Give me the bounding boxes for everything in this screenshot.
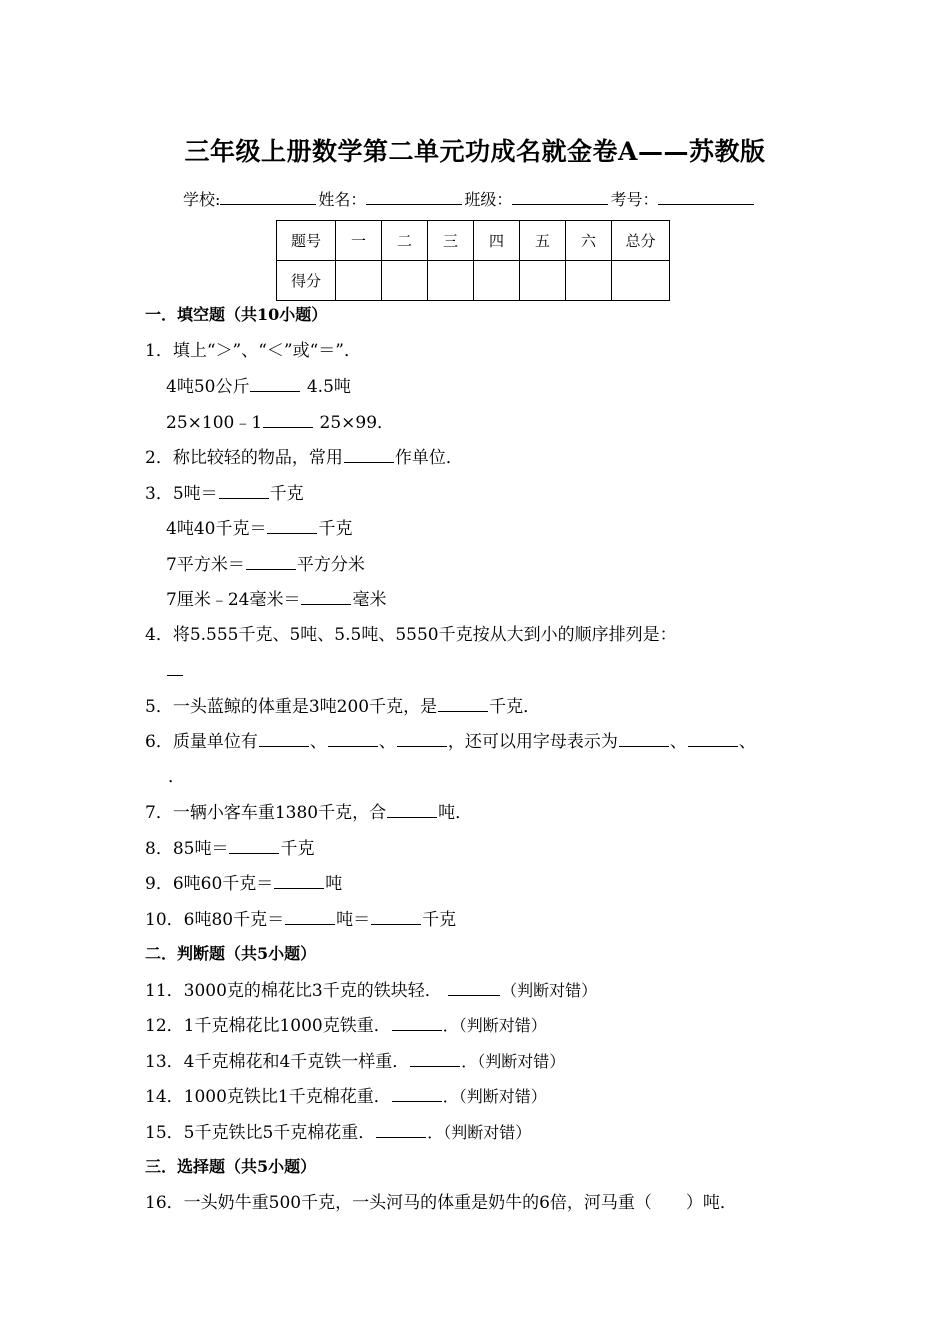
question-text: 4.5吨	[301, 377, 351, 397]
question-4-answer	[166, 660, 184, 681]
question-text: 10．6吨80千克＝	[145, 910, 285, 930]
question-text: 毫米	[352, 590, 387, 610]
question-6	[145, 731, 756, 752]
question-8	[145, 838, 314, 859]
answer-blank[interactable]	[250, 376, 300, 392]
question-text: ，还可以用字母表示为	[447, 732, 618, 752]
question-text: 吨＝	[336, 910, 371, 930]
question-text: 15．5千克铁比5千克棉花重．	[145, 1123, 376, 1143]
question-text: 12．1千克棉花比1000克铁重．	[145, 1016, 391, 1036]
question-text: 、	[738, 732, 756, 752]
question-3d	[166, 589, 386, 610]
answer-blank[interactable]	[376, 1122, 426, 1138]
answer-blank[interactable]	[274, 873, 324, 889]
number-label: 考号：	[610, 190, 659, 209]
question-text: 千克	[422, 910, 457, 930]
question-3	[145, 483, 304, 504]
question-hint: ．（判断对错）	[461, 1052, 566, 1071]
question-text: 4吨40千克＝	[166, 519, 267, 539]
question-text: 6．质量单位有	[145, 732, 258, 752]
score-cell[interactable]	[428, 261, 474, 301]
score-header-cell: 四	[474, 221, 520, 261]
question-1: 1．填上“＞”、“＜”或“＝”．	[145, 341, 361, 361]
question-text: 2．称比较轻的物品，常用	[145, 448, 343, 468]
question-3c	[166, 554, 365, 575]
question-text: 平方分米	[296, 555, 365, 575]
answer-blank[interactable]	[344, 447, 394, 463]
score-cell[interactable]	[382, 261, 428, 301]
question-text: 作单位．	[394, 448, 463, 468]
question-11	[145, 980, 597, 1001]
answer-blank[interactable]	[410, 1051, 460, 1067]
question-text: 吨	[325, 874, 343, 894]
student-info-line	[183, 187, 756, 210]
score-header-cell: 二	[382, 221, 428, 261]
question-text: 9．6吨60千克＝	[145, 874, 274, 894]
answer-blank[interactable]	[259, 731, 309, 747]
score-header-cell: 题号	[277, 221, 336, 261]
question-hint: ．（判断对错）	[442, 1087, 547, 1106]
question-text: 、	[309, 732, 327, 752]
question-hint: ．（判断对错）	[442, 1016, 547, 1035]
answer-blank[interactable]	[263, 412, 313, 428]
answer-blank[interactable]	[167, 660, 183, 676]
question-text: 千克	[269, 484, 304, 504]
question-text: 25×99．	[314, 413, 395, 433]
answer-blank[interactable]	[229, 838, 279, 854]
question-text: 、	[669, 732, 687, 752]
question-4: 4．将5.555千克、5吨、5.5吨、5550千克按从大到小的顺序排列是：	[145, 625, 677, 645]
question-text: 5．一头蓝鲸的体重是3吨200千克，是	[145, 697, 438, 717]
answer-blank[interactable]	[448, 980, 500, 996]
answer-blank[interactable]	[619, 731, 669, 747]
score-header-cell: 一	[336, 221, 382, 261]
question-7	[145, 802, 472, 823]
score-cell[interactable]	[336, 261, 382, 301]
question-hint: （判断对错）	[501, 981, 598, 1000]
score-cell[interactable]	[474, 261, 520, 301]
question-text: 吨．	[438, 803, 473, 823]
question-9	[145, 873, 342, 894]
score-table-header-row	[277, 221, 670, 261]
answer-blank[interactable]	[285, 909, 335, 925]
question-14	[145, 1086, 547, 1107]
number-blank[interactable]	[658, 190, 754, 205]
question-text: 4吨50公斤	[166, 377, 250, 397]
question-10	[145, 909, 456, 930]
answer-blank[interactable]	[328, 731, 378, 747]
question-2	[145, 447, 463, 468]
question-text: 7．一辆小客车重1380千克，合	[145, 803, 387, 823]
score-cell[interactable]	[520, 261, 566, 301]
question-text: 3．5吨＝	[145, 484, 218, 504]
question-3b	[166, 518, 352, 539]
question-text: 25×100﹣1	[166, 413, 263, 433]
question-1a	[166, 376, 351, 397]
question-15	[145, 1122, 531, 1143]
question-text: 千克	[318, 519, 353, 539]
answer-blank[interactable]	[267, 518, 317, 534]
score-header-cell: 总分	[612, 221, 670, 261]
question-text: 14．1000克铁比1千克棉花重．	[145, 1087, 391, 1107]
school-blank[interactable]	[220, 190, 316, 205]
score-cell[interactable]	[612, 261, 670, 301]
question-text: 8．85吨＝	[145, 839, 229, 859]
section-heading: 二．判断题（共5小题）	[145, 944, 317, 963]
question-1b	[166, 412, 394, 433]
score-header-cell: 六	[566, 221, 612, 261]
score-header-cell: 三	[428, 221, 474, 261]
school-label: 学校:	[183, 190, 221, 209]
question-text: 千克．	[489, 697, 541, 717]
answer-blank[interactable]	[219, 483, 269, 499]
score-cell[interactable]	[566, 261, 612, 301]
answer-blank[interactable]	[301, 589, 351, 605]
section-heading: 三．选择题（共5小题）	[145, 1157, 317, 1176]
score-table-score-row	[277, 261, 670, 301]
question-6-cont: ．	[168, 767, 185, 787]
question-text: 千克	[280, 839, 315, 859]
question-16: 16．一头奶牛重500千克，一头河马的体重是奶牛的6倍，河马重（ ）吨．	[145, 1193, 737, 1213]
question-text: 13．4千克棉花和4千克铁一样重．	[145, 1052, 410, 1072]
question-5	[145, 696, 540, 717]
name-blank[interactable]	[366, 190, 462, 205]
question-text: 7厘米﹣24毫米＝	[166, 590, 301, 610]
score-row-label: 得分	[277, 261, 336, 301]
question-hint: ．（判断对错）	[427, 1123, 532, 1142]
class-blank[interactable]	[512, 190, 608, 205]
score-header-cell: 五	[520, 221, 566, 261]
answer-blank[interactable]	[387, 802, 437, 818]
answer-blank[interactable]	[371, 909, 421, 925]
answer-blank[interactable]	[688, 731, 738, 747]
page-title: 三年级上册数学第二单元功成名就金卷A——苏教版	[184, 137, 766, 166]
answer-blank[interactable]	[397, 731, 447, 747]
answer-blank[interactable]	[438, 696, 488, 712]
score-table	[276, 220, 670, 301]
answer-blank[interactable]	[392, 1015, 442, 1031]
question-12	[145, 1015, 547, 1036]
name-label: 姓名：	[318, 190, 367, 209]
class-label: 班级：	[464, 190, 513, 209]
section-heading: 一．填空题（共10小题）	[145, 305, 328, 324]
question-text: 7平方米＝	[166, 555, 245, 575]
question-text: 11．3000克的棉花比3千克的铁块轻．	[145, 981, 442, 1001]
question-text: 、	[378, 732, 396, 752]
question-13	[145, 1051, 565, 1072]
answer-blank[interactable]	[246, 554, 296, 570]
answer-blank[interactable]	[392, 1086, 442, 1102]
